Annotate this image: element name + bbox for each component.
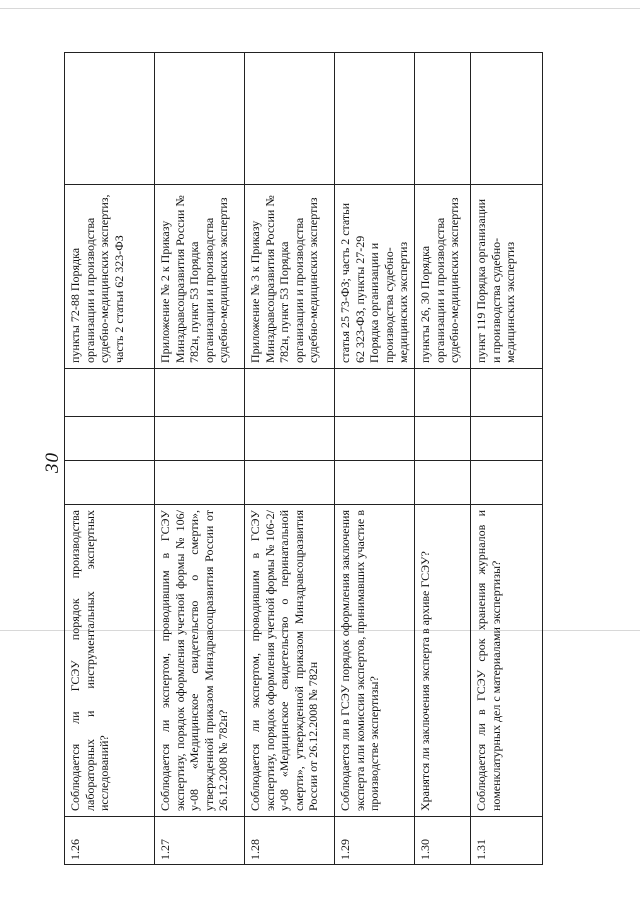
- table-row: [415, 53, 471, 865]
- answer-yes-cell: [65, 461, 155, 505]
- question-cell: Соблюдается ли в ГСЭУ порядок оформления заключения эксперта или комиссии экспертов, принимавших участие в производстве экспертизы?: [335, 505, 415, 817]
- answer-no-cell: [415, 417, 471, 461]
- question-cell: Хранятся ли заключения эксперта в архиве ГСЭУ?: [415, 505, 471, 817]
- table-row: [471, 53, 543, 865]
- row-number: 1.30: [415, 817, 471, 865]
- answer-yes-cell: [415, 461, 471, 505]
- answer-no-cell: [245, 417, 335, 461]
- question-cell: Соблюдается ли экспертом, проводившим в ГСЭУ экспертизу, порядок оформления учетной формы № 106-2/у-08 «Медицинское свидетельство о перинатальной смерти», утвержденной приказом Минздравсоцразвития России от 26.12.2008 № 782н: [245, 505, 335, 817]
- row-number: 1.27: [155, 817, 245, 865]
- checklist-table: [64, 52, 543, 865]
- notes-cell: [335, 53, 415, 185]
- page-number: 30: [42, 452, 63, 473]
- reference-cell: пункты 72-88 Порядка организации и производства судебно-медицинских экспертиз, часть 2 статьи 62 323-ФЗ: [65, 185, 155, 369]
- notes-cell: [245, 53, 335, 185]
- reference-cell: Приложение № 3 к Приказу Минздравсоцразвития России № 782н, пункт 53 Порядка организации и производства судебно-медицинских экспертиз: [245, 185, 335, 369]
- reference-cell: пункт 119 Порядка организации и производства судебно-медицинских экспертиз: [471, 185, 543, 369]
- question-cell: Соблюдается ли ГСЭУ порядок производства лабораторных и инструментальных экспертных исследований?: [65, 505, 155, 817]
- row-number: 1.26: [65, 817, 155, 865]
- row-number: 1.28: [245, 817, 335, 865]
- answer-no-cell: [335, 417, 415, 461]
- table-row: [335, 53, 415, 865]
- answer-no-cell: [471, 417, 543, 461]
- answer-no-cell: [65, 417, 155, 461]
- reference-cell: Приложение № 2 к Приказу Минздравсоцразвития России № 782н, пункт 53 Порядка организации и производства судебно-медицинских экспертиз: [155, 185, 245, 369]
- notes-cell: [65, 53, 155, 185]
- answer-yes-cell: [245, 461, 335, 505]
- reference-cell: статья 25 73-ФЗ; часть 2 статьи 62 323-ФЗ, пункты 27-29 Порядка организации и производства судебно-медицинских экспертиз: [335, 185, 415, 369]
- answer-na-cell: [245, 369, 335, 417]
- table-row: [245, 53, 335, 865]
- row-number: 1.31: [471, 817, 543, 865]
- answer-na-cell: [471, 369, 543, 417]
- answer-no-cell: [155, 417, 245, 461]
- row-number: 1.29: [335, 817, 415, 865]
- answer-na-cell: [155, 369, 245, 417]
- answer-yes-cell: [155, 461, 245, 505]
- notes-cell: [155, 53, 245, 185]
- answer-na-cell: [65, 369, 155, 417]
- answer-na-cell: [415, 369, 471, 417]
- answer-yes-cell: [335, 461, 415, 505]
- notes-cell: [415, 53, 471, 185]
- notes-cell: [471, 53, 543, 185]
- table-row: [155, 53, 245, 865]
- question-cell: Соблюдается ли в ГСЭУ срок хранения журналов и номенклатурных дел с материалами экспертизы?: [471, 505, 543, 817]
- question-cell: Соблюдается ли экспертом, проводившим в ГСЭУ экспертизу, порядок оформления учетной формы № 106/у-08 «Медицинское свидетельство о смерти», утвержденной приказом Минздравсоцразвития России от 26.12.2008 № 782н?: [155, 505, 245, 817]
- answer-yes-cell: [471, 461, 543, 505]
- answer-na-cell: [335, 369, 415, 417]
- reference-cell: пункты 26, 30 Порядка организации и производства судебно-медицинских экспертиз: [415, 185, 471, 369]
- table-row: [65, 53, 155, 865]
